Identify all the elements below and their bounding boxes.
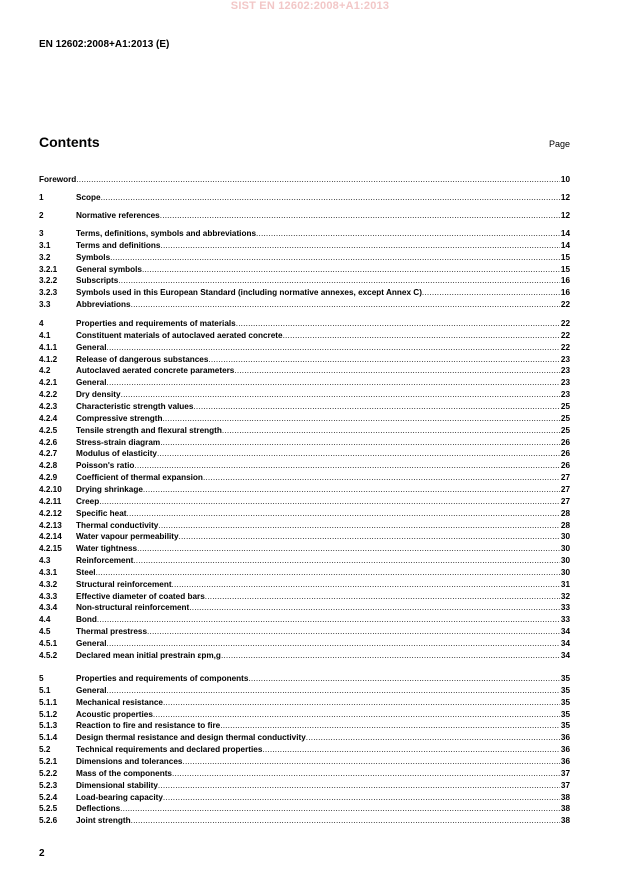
toc-entry[interactable]	[39, 520, 570, 532]
toc-entry-title: Symbols	[76, 252, 111, 262]
toc-entry-page: 27	[560, 484, 570, 494]
toc-entry[interactable]	[39, 228, 570, 240]
toc-entry-number: 4.1	[39, 330, 51, 340]
toc-entry[interactable]	[39, 448, 570, 460]
toc-entry[interactable]	[39, 792, 570, 804]
toc-entry[interactable]	[39, 484, 570, 496]
document-id: EN 12602:2008+A1:2013 (E)	[39, 39, 170, 50]
toc-entry-number: 4.5.1	[39, 639, 58, 648]
toc-entry-title: Effective diameter of coated bars	[76, 591, 205, 601]
toc-entry-page: 28	[560, 508, 570, 518]
toc-entry[interactable]	[39, 252, 570, 264]
toc-entry-number: 4.2.14	[39, 532, 62, 542]
toc-entry-number: 5.2.6	[39, 816, 58, 826]
toc-entry-number: 3.2	[39, 252, 51, 262]
toc-leader-dots	[182, 756, 559, 768]
toc-leader-dots	[248, 673, 559, 685]
toc-entry-page: 23	[560, 378, 570, 388]
toc-entry[interactable]	[39, 673, 570, 685]
toc-entry-title: Design thermal resistance and design thermal conductivity	[76, 733, 306, 743]
toc-entry-number: 4.2.3	[39, 401, 58, 411]
toc-leader-dots	[118, 275, 560, 287]
toc-entry-title: Foreword	[39, 175, 77, 184]
toc-entry-number: 4.3	[39, 556, 51, 565]
toc-entry-page: 35	[560, 721, 570, 731]
toc-entry-title: General symbols	[76, 264, 142, 274]
toc-entry-title: Tensile strength and flexural strength	[76, 425, 222, 435]
toc-entry-page: 27	[560, 496, 570, 506]
toc-entry[interactable]	[39, 744, 570, 756]
toc-entry-page: 32	[560, 591, 570, 601]
toc-leader-dots	[120, 803, 560, 815]
toc-entry-number: 2	[39, 211, 44, 220]
toc-entry-page: 15	[560, 264, 570, 274]
toc-entry[interactable]	[39, 685, 570, 697]
toc-entry-title: Poisson's ratio	[76, 461, 135, 471]
toc-entry[interactable]	[39, 264, 570, 276]
toc-leader-dots	[107, 342, 560, 354]
toc-entry-number: 3.3	[39, 300, 51, 310]
toc-entry-title: Terms, definitions, symbols and abbreviations	[76, 229, 257, 238]
toc-entry-number: 3.2.2	[39, 276, 58, 286]
toc-entry-title: Dimensions and tolerances	[76, 757, 183, 766]
toc-entry[interactable]	[39, 543, 570, 555]
toc-entry-number: 3	[39, 229, 44, 238]
toc-leader-dots	[172, 768, 560, 780]
toc-entry-page: 35	[560, 697, 570, 707]
toc-entry-title: Load-bearing capacity	[76, 792, 163, 802]
toc-entry[interactable]	[39, 192, 570, 204]
toc-entry-title: Scope	[76, 193, 101, 202]
toc-leader-dots	[101, 192, 560, 204]
toc-entry-number: 4.2.5	[39, 425, 58, 435]
toc-entry-page: 26	[560, 461, 570, 471]
toc-entry[interactable]	[39, 626, 570, 638]
toc-entry-title: Structural reinforcement	[76, 579, 172, 589]
toc-entry-title: Coefficient of thermal expansion	[76, 473, 203, 482]
toc-leader-dots	[99, 496, 560, 508]
toc-entry-number: 5.1.3	[39, 721, 58, 731]
toc-leader-dots	[158, 520, 560, 532]
toc-entry-title: Properties and requirements of components	[76, 674, 249, 683]
toc-entry-number: 4.3.2	[39, 579, 58, 589]
toc-leader-dots	[236, 318, 560, 330]
watermark: SIST EN 12602:2008+A1:2013	[230, 0, 390, 12]
toc-leader-dots	[193, 401, 559, 413]
toc-entry-title: Declared mean initial prestrain εpm,g	[76, 650, 221, 660]
toc-entry-page: 34	[560, 627, 570, 637]
toc-entry[interactable]	[39, 531, 570, 543]
toc-entry-page: 34	[560, 650, 570, 660]
toc-entry-number: 4.2.1	[39, 378, 58, 388]
toc-entry-page: 30	[560, 567, 570, 577]
toc-entry-title: Drying shrinkage	[76, 484, 143, 494]
toc-entry[interactable]	[39, 330, 570, 342]
toc-entry-title: Properties and requirements of materials	[76, 319, 236, 328]
toc-entry-number: 1	[39, 193, 44, 202]
toc-entry-page: 30	[560, 532, 570, 542]
toc-entry[interactable]	[39, 437, 570, 449]
toc-entry-number: 5.2.3	[39, 780, 58, 790]
toc-entry-title: Autoclaved aerated concrete parameters	[76, 366, 235, 376]
toc-entry[interactable]	[39, 591, 570, 603]
toc-entry-page: 37	[560, 768, 570, 778]
toc-entry[interactable]	[39, 803, 570, 815]
toc-leader-dots	[142, 264, 560, 276]
toc-entry-title: Reinforcement	[76, 556, 134, 565]
toc-entry-title: Reaction to fire and resistance to fire	[76, 721, 221, 731]
toc-entry-title: Compressive strength	[76, 413, 163, 423]
toc-entry-page: 36	[560, 745, 570, 755]
toc-entry-title: Constituent materials of autoclaved aerated concrete	[76, 330, 283, 340]
toc-entry[interactable]	[39, 425, 570, 437]
toc-entry[interactable]	[39, 460, 570, 472]
toc-entry[interactable]	[39, 389, 570, 401]
toc-entry[interactable]	[39, 756, 570, 768]
toc-entry-page: 22	[560, 300, 570, 310]
toc-entry-number: 3.2.1	[39, 264, 58, 274]
toc-entry[interactable]	[39, 720, 570, 732]
toc-entry[interactable]	[39, 650, 570, 662]
toc-entry-number: 5.1.2	[39, 709, 58, 719]
toc-entry[interactable]	[39, 287, 570, 299]
toc-entry[interactable]	[39, 472, 570, 484]
toc-leader-dots	[205, 591, 560, 603]
page-column-label: Page	[548, 139, 570, 149]
toc-entry-page: 23	[560, 354, 570, 364]
toc-entry-number: 4.3.1	[39, 567, 58, 577]
toc-entry-title: Thermal conductivity	[76, 520, 159, 530]
toc-entry-number: 4.2.7	[39, 449, 58, 459]
toc-leader-dots	[162, 413, 559, 425]
toc-entry-page: 34	[560, 639, 570, 648]
toc-leader-dots	[110, 252, 560, 264]
toc-entry-number: 5	[39, 674, 44, 683]
toc-entry-page: 35	[560, 709, 570, 719]
toc-entry-title: General	[76, 685, 107, 695]
toc-entry-title: Technical requirements and declared properties	[76, 745, 263, 755]
toc-entry[interactable]	[39, 780, 570, 792]
toc-entry[interactable]	[39, 768, 570, 780]
toc-entry-title: Water tightness	[76, 544, 138, 554]
toc-entry-number: 4.5	[39, 627, 51, 637]
toc-entry[interactable]	[39, 365, 570, 377]
toc-entry-page: 25	[560, 413, 570, 423]
toc-entry[interactable]	[39, 496, 570, 508]
toc-leader-dots	[137, 543, 560, 555]
toc-entry-page: 30	[560, 544, 570, 554]
toc-leader-dots	[160, 210, 560, 222]
toc-entry-number: 4.2.4	[39, 413, 58, 423]
toc-entry[interactable]	[39, 299, 570, 311]
toc-entry-title: Water vapour permeability	[76, 532, 179, 542]
toc-entry-page: 25	[560, 425, 570, 435]
toc-entry-number: 4.2.12	[39, 508, 62, 518]
toc-entry-title: Stress-strain diagram	[76, 437, 161, 447]
toc-leader-dots	[163, 792, 560, 804]
toc-entry-number: 5.2.5	[39, 804, 58, 814]
toc-leader-dots	[121, 389, 560, 401]
toc-leader-dots	[222, 425, 560, 437]
toc-entry-number: 4.2.2	[39, 390, 58, 400]
toc-entry-number: 4.2.13	[39, 520, 62, 530]
toc-entry-title: Characteristic strength values	[76, 401, 194, 411]
toc-leader-dots	[189, 602, 560, 614]
toc-entry-page: 23	[560, 390, 570, 400]
toc-entry-page: 27	[560, 473, 570, 482]
toc-entry-title: Acoustic properties	[76, 709, 153, 719]
toc-leader-dots	[127, 508, 560, 520]
toc-leader-dots	[96, 567, 560, 579]
toc-entry-page: 14	[560, 229, 570, 238]
toc-entry-title: Deflections	[76, 804, 121, 814]
toc-entry-number: 4.1.2	[39, 354, 58, 364]
toc-entry-page: 33	[560, 603, 570, 613]
toc-leader-dots	[97, 614, 560, 626]
toc-entry-number: 5.1	[39, 685, 51, 695]
toc-entry-number: 3.2.3	[39, 288, 58, 298]
toc-entry-number: 4.2	[39, 366, 51, 376]
toc-entry-page: 30	[560, 556, 570, 565]
toc-entry-title: Subscripts	[76, 276, 119, 286]
toc-entry-page: 28	[560, 520, 570, 530]
toc-leader-dots	[172, 579, 560, 591]
toc-entry-page: 14	[560, 240, 570, 250]
toc-entry[interactable]	[39, 579, 570, 591]
toc-entry-title: Creep	[76, 496, 100, 506]
toc-entry[interactable]	[39, 275, 570, 287]
toc-entry-title: Normative references	[76, 211, 160, 220]
toc-entry[interactable]	[39, 815, 570, 827]
toc-entry-title: Dry density	[76, 390, 121, 400]
toc-entry-title: Specific heat	[76, 508, 127, 518]
toc-entry-number: 4.2.11	[39, 496, 62, 506]
toc-entry[interactable]	[39, 555, 570, 567]
toc-entry[interactable]	[39, 697, 570, 709]
contents-title: Contents	[39, 134, 100, 150]
toc-entry-page: 10	[560, 175, 570, 184]
toc-entry-number: 4.3.4	[39, 603, 58, 613]
toc-entry-page: 15	[560, 252, 570, 262]
toc-entry-number: 5.2.4	[39, 792, 58, 802]
toc-entry-title: Mechanical resistance	[76, 697, 163, 707]
toc-entry[interactable]	[39, 508, 570, 520]
toc-entry-page: 38	[560, 816, 570, 826]
toc-entry-page: 25	[560, 401, 570, 411]
toc-entry[interactable]	[39, 210, 570, 222]
toc-entry-number: 4.1.1	[39, 342, 58, 352]
toc-leader-dots	[107, 377, 560, 389]
toc-leader-dots	[208, 354, 559, 366]
toc-entry-title: Mass of the components	[76, 768, 172, 778]
toc-leader-dots	[143, 484, 560, 496]
toc-entry-number: 3.1	[39, 240, 51, 250]
toc-entry-number: 5.2	[39, 745, 51, 755]
toc-leader-dots	[157, 448, 560, 460]
toc-entry[interactable]	[39, 709, 570, 721]
toc-entry-number: 4.2.6	[39, 437, 58, 447]
toc-entry-number: 4.5.2	[39, 650, 58, 660]
toc-entry-page: 37	[560, 780, 570, 790]
toc-entry-number: 4.2.10	[39, 484, 62, 494]
toc-entry-title: Thermal prestress	[76, 627, 147, 637]
toc-entry-number: 4	[39, 319, 44, 328]
toc-entry-number: 4.2.8	[39, 461, 58, 471]
toc-leader-dots	[158, 780, 560, 792]
toc-entry-page: 16	[560, 288, 570, 298]
toc-entry-page: 36	[560, 757, 570, 766]
toc-entry[interactable]	[39, 732, 570, 744]
toc-leader-dots	[147, 626, 560, 638]
toc-leader-dots	[131, 299, 560, 311]
toc-entry[interactable]	[39, 377, 570, 389]
toc-entry-page: 26	[560, 449, 570, 459]
toc-entry-page: 36	[560, 733, 570, 743]
toc-entry-title: Abbreviations	[76, 300, 131, 310]
toc-entry[interactable]	[39, 567, 570, 579]
toc-entry-title: Dimensional stability	[76, 780, 158, 790]
toc-entry-title: Steel	[76, 567, 96, 577]
toc-entry-page: 16	[560, 276, 570, 286]
toc-leader-dots	[179, 531, 560, 543]
toc-entry-title: Bond	[76, 615, 97, 625]
toc-entry-title: Release of dangerous substances	[76, 354, 209, 364]
toc-leader-dots	[131, 815, 560, 827]
toc-entry-number: 4.2.9	[39, 473, 58, 482]
toc-entry[interactable]	[39, 638, 570, 650]
toc-entry-number: 4.2.15	[39, 544, 62, 554]
toc-leader-dots	[163, 697, 560, 709]
toc-entry-page: 31	[560, 579, 570, 589]
toc-entry-title: Joint strength	[76, 816, 131, 826]
toc-entry[interactable]	[39, 354, 570, 366]
toc-leader-dots	[306, 732, 560, 744]
toc-entry[interactable]	[39, 602, 570, 614]
toc-leader-dots	[203, 472, 560, 484]
toc-leader-dots	[153, 709, 560, 721]
toc-entry-page: 23	[560, 366, 570, 376]
page-number: 2	[39, 848, 45, 859]
toc-entry-page: 22	[560, 319, 570, 328]
toc-entry-page: 22	[560, 330, 570, 340]
toc-leader-dots	[133, 555, 560, 567]
toc-entry-title: Terms and definitions	[76, 240, 161, 250]
toc-entry-title: Modulus of elasticity	[76, 449, 157, 459]
toc-entry-page: 33	[560, 615, 570, 625]
toc-entry[interactable]	[39, 240, 570, 252]
toc-entry[interactable]	[39, 342, 570, 354]
toc-entry-page: 26	[560, 437, 570, 447]
toc-entry-number: 5.2.1	[39, 757, 58, 766]
toc-entry-page: 22	[560, 342, 570, 352]
toc-entry-page: 38	[560, 792, 570, 802]
toc-entry-page: 35	[560, 685, 570, 695]
toc-entry[interactable]	[39, 318, 570, 330]
toc-entry-number: 4.3.3	[39, 591, 58, 601]
toc-leader-dots	[160, 240, 559, 252]
toc-leader-dots	[107, 638, 560, 650]
toc-leader-dots	[134, 460, 560, 472]
toc-entry[interactable]	[39, 413, 570, 425]
toc-entry-title: Non-structural reinforcement	[76, 603, 190, 613]
toc-leader-dots	[262, 744, 559, 756]
toc-entry-page: 38	[560, 804, 570, 814]
toc-entry-title: General	[76, 378, 107, 388]
toc-entry-title: General	[76, 639, 107, 648]
toc-entry-page: 35	[560, 674, 570, 683]
toc-leader-dots	[76, 174, 560, 186]
toc-entry-page: 12	[560, 193, 570, 202]
toc-leader-dots	[160, 437, 560, 449]
toc-entry-number: 5.1.4	[39, 733, 58, 743]
toc-entry-number: 4.4	[39, 615, 51, 625]
toc-entry-number: 5.2.2	[39, 768, 58, 778]
toc-entry[interactable]	[39, 401, 570, 413]
toc-leader-dots	[220, 720, 560, 732]
toc-entry-title: Symbols used in this European Standard (including normative annexes, except Annex C)	[76, 288, 422, 298]
toc-entry-title: General	[76, 342, 107, 352]
toc-leader-dots	[221, 650, 560, 662]
toc-leader-dots	[107, 685, 560, 697]
toc-entry-page: 12	[560, 211, 570, 220]
toc-leader-dots	[422, 287, 560, 299]
toc-entry[interactable]	[39, 614, 570, 626]
toc-leader-dots	[256, 228, 560, 240]
toc-leader-dots	[234, 365, 560, 377]
toc-entry-number: 5.1.1	[39, 697, 58, 707]
toc-leader-dots	[283, 330, 560, 342]
toc-entry[interactable]	[39, 174, 570, 186]
